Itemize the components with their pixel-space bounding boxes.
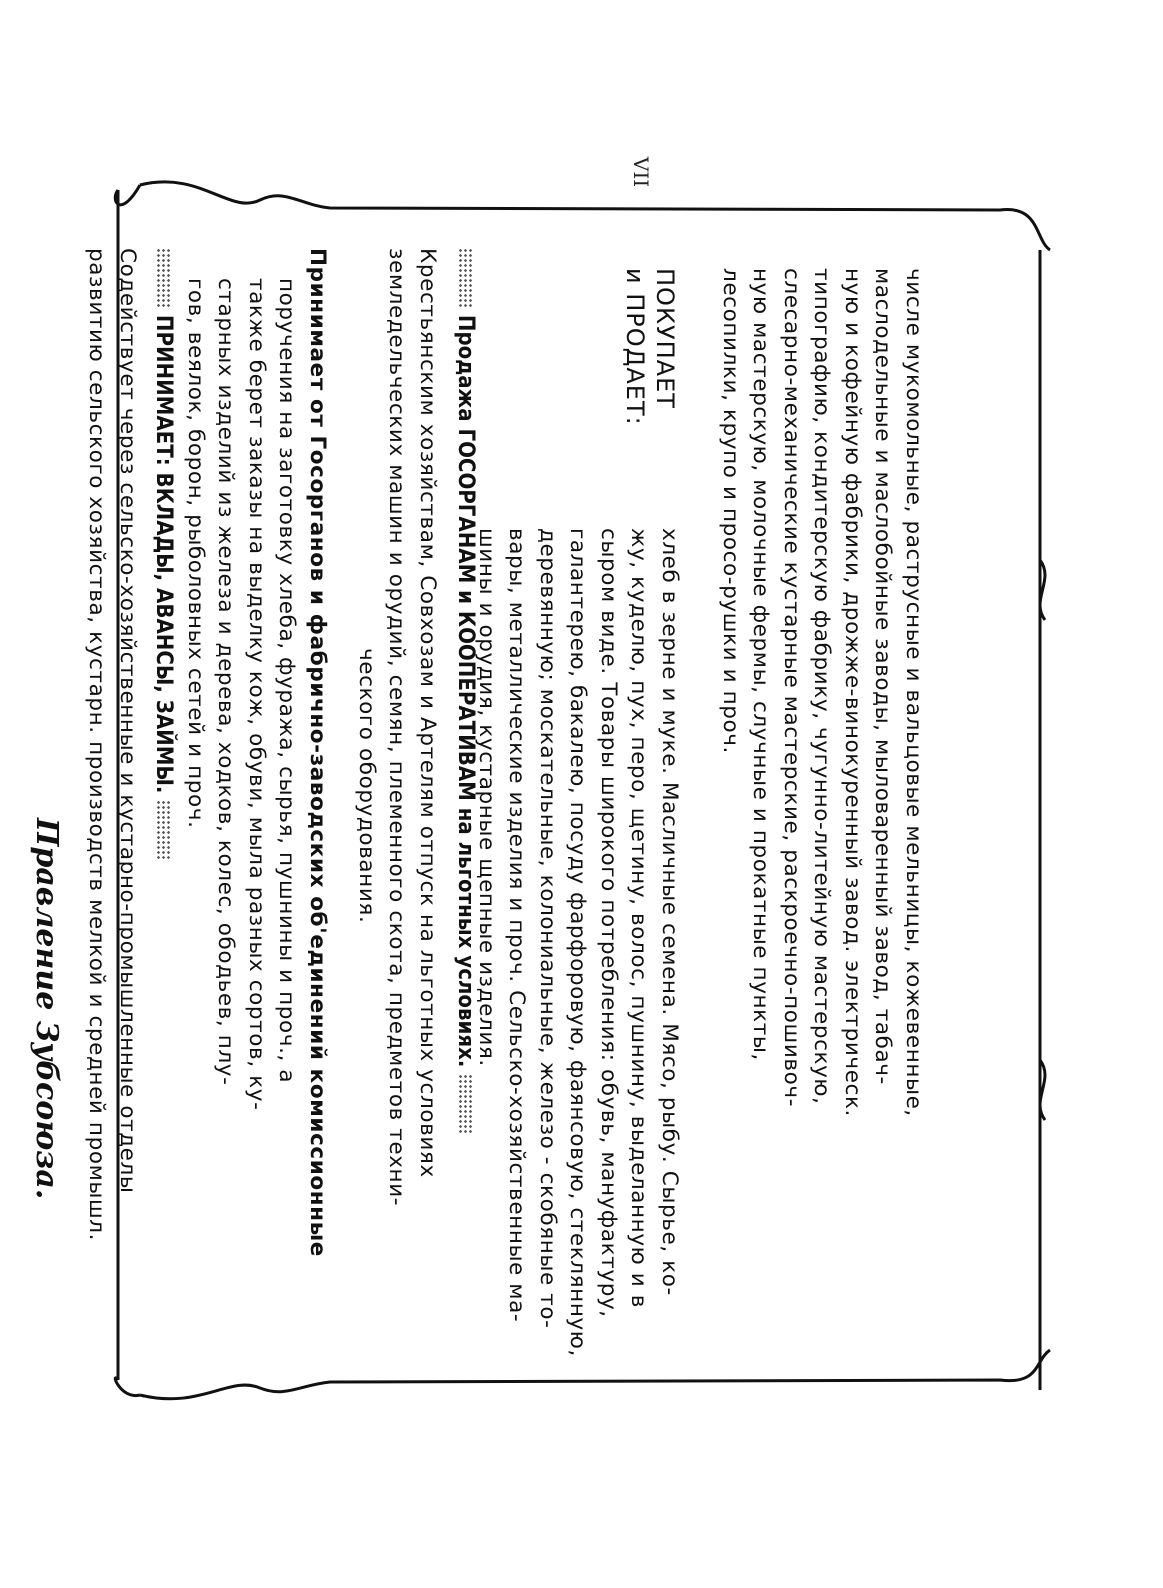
dotted-ornament xyxy=(457,248,473,308)
pokupaet-label: ПОКУПАЕТ и ПРОДАЕТ: xyxy=(621,268,679,426)
block-promotes: Содействует через сельско-хозяйственные и кустарно-промышленные отделы развитию сельского хозяйства, кустарн. производств мелкой и средней промышл. xyxy=(84,248,140,1242)
block-farm-supply: Крестьянским хозяйствам, Совхозам и Артелям отпуск на льготных условиях земледельческих машин и орудий, семян, племенного скота, предметов техни- ческого оборудования. xyxy=(354,248,440,1207)
dotted-ornament xyxy=(155,248,171,308)
dotted-ornament xyxy=(155,800,171,860)
block-goods-list: хлеб в зерне и муке. Масличные семена. Мясо, рыбу. Сырье, ко- жу, куделю, пух, перо, щетину, волос, пушнину, выделанную и в сыром виде. Товары широкого потребления: обувь, мануфактуру, галантерею, бакалею, посуду фарфоровую, фаянсовую, стеклянную, деревянную; москательные, колониальные, железо - скобяные то- вары, металлические изделия и проч. Сельско-хозяйственные ма- шины и орудия, кустарные щепные изделия. xyxy=(474,528,682,1357)
rotated-page-content xyxy=(29,228,932,1558)
dotted-ornament xyxy=(457,1074,473,1134)
heading-sales: Продажа ГОСОРГАНАМ и КООПЕРАТИВАМ на льготных условиях. xyxy=(453,248,478,1134)
heading-accepts: ПРИНИМАЕТ: ВКЛАДЫ, АВАНСЫ, ЗАЙМЫ. xyxy=(151,248,176,860)
block-accepts-orders: Принимает от Госорганов и фабрично-заводских об'единений комиссионные поручения на заготовку хлеба, фуража, сырья, пушнины и проч., а также берет заказы на выделку кож, обуви, мыла разных сортов, ку- старных изделий из железа и дерева, ходков, колес, ободьев, плу- гов, веялок, борон, рыболовных сетей и проч. xyxy=(183,248,330,1257)
block-production-list: числе мукомольные, раструсные и вальцовые мельницы, кожевенные, маслодельные и маслобойные заводы, мыловаренный завод, табач- ную и кофейную фабрики, дрожже-винокуренный завод. электрическ. типографию, кондитерскую фабрику, чугунно-литейную мастерскую, слесарно-механические кустарные мастерские, раскроечно-пошивоч- ную мастерскую, молочные фермы, случные и прокатные пункты, лесопилки, крупо и просо-рушки и проч. xyxy=(718,268,926,1117)
signature: Правление Зубсоюза. xyxy=(29,818,64,1200)
page-number: VII xyxy=(629,156,654,188)
